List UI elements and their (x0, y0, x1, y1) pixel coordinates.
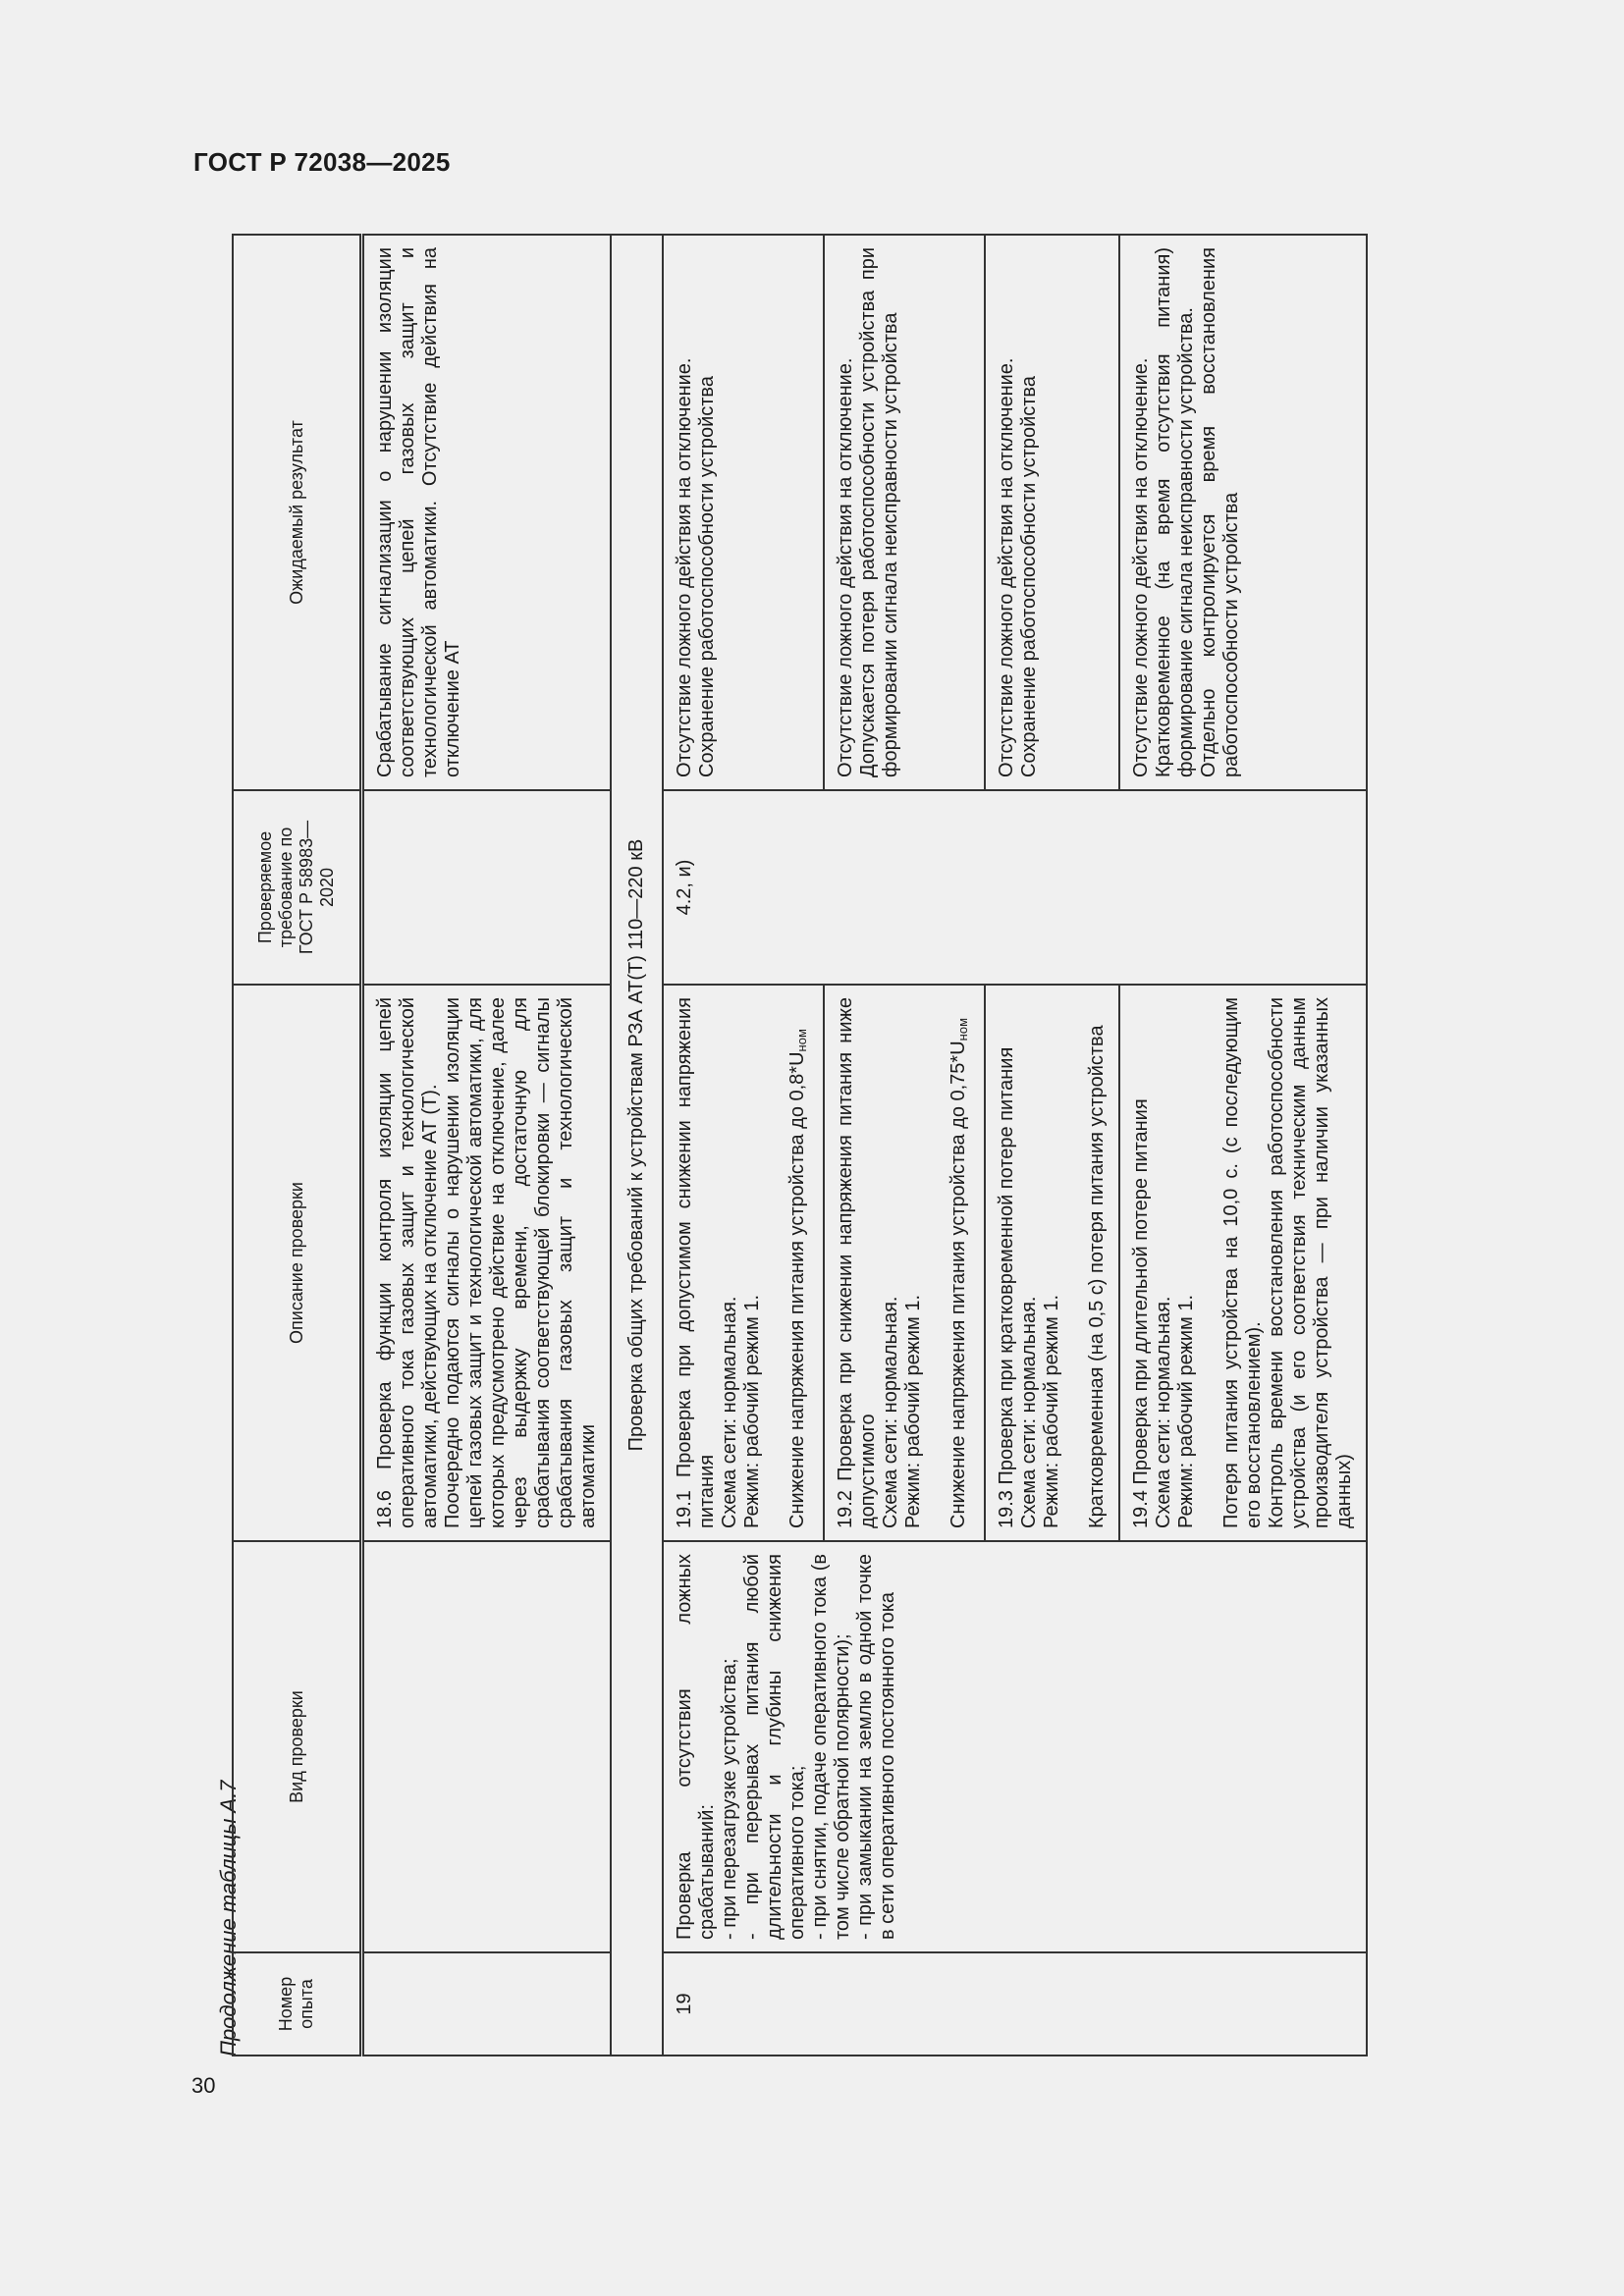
table-row (663, 235, 824, 2056)
section-title: Проверка общих требований к устройствам РЗА АТ(Т) 110—220 кВ (611, 235, 663, 2056)
row-19-check-type: Проверка отсутствия ложных срабатываний: - при перезагрузке устройства; - при перерывах питания любой длительности и глубины снижения оперативного тока; - при снятии, подаче оперативного тока (в том числе обратной полярности); - при замыкании на землю в одной точке в сети оперативного постоянного тока (663, 1541, 1367, 1952)
document-header: ГОСТ Р 72038—2025 (193, 147, 451, 177)
table-continuation-label: Продолжение таблицы А.7 (216, 1780, 241, 2056)
row-19-requirement: 4.2, и) (663, 790, 1367, 985)
row-18-6-result: Срабатывание сигнализации о нарушении изоляции соответствующих цепей газовых защит и технологической автоматики. Отсутствие действия на отключение АТ (362, 235, 612, 790)
test-table (232, 234, 1368, 2056)
subtest-19-1-result: Отсутствие ложного действия на отключение. Сохранение работоспособности устройства (663, 235, 824, 790)
header-description: Описание проверки (233, 985, 359, 1541)
test-number-19: 19 (663, 1952, 1367, 2056)
rotated-table-container (232, 236, 1508, 2056)
row-18-6-description: 18.6 Проверка функции контроля изоляции цепей оперативного тока газовых защит и технологической автоматики, действующих на отключение АТ (Т). Поочередно подаются сигналы о нарушении изоляции цепей газовых защит и технологической автоматики, для которых предусмотрено действие на отключение, далее через выдержку времени, достаточную для срабатывания соответствующей блокировки — сигналы срабатывания газовых защит и технологической автоматики (362, 985, 612, 1541)
subtest-19-4-result: Отсутствие ложного действия на отключение. Кратковременное (на время отсутствия питания) формирование сигнала неисправности устройства. Отдельно контролируется время восстановления работоспособности устройства (1119, 235, 1367, 790)
subtest-19-2-description: 19.2 Проверка при снижении напряжения питания ниже допустимого Схема сети: нормальная. Режим: рабочий режим 1. Снижение напряжения питания устройства до $0,75*U_{ном}$ (824, 985, 985, 1541)
subtest-19-3-description: 19.3 Проверка при кратковременной потере питания Схема сети: нормальная. Режим: рабочий режим 1. Кратковременная (на 0,5 с) потеря питания устройства (985, 985, 1119, 1541)
table-header-row (233, 235, 359, 2056)
section-row (611, 235, 663, 2056)
subtest-19-4-description: 19.4 Проверка при длительной потере питания Схема сети: нормальная. Режим: рабочий режим 1. Потеря питания устройства на 10,0 с. (с последующим его восстановлением). Контроль времени восстановления работоспособности устройства (и его соответствия техническим данным производителя устройства — при наличии указанных данных) (1119, 985, 1367, 1541)
table-row (362, 235, 612, 2056)
header-check-type: Вид проверки (233, 1541, 359, 1952)
subtest-19-2-result: Отсутствие ложного действия на отключение. Допускается потеря работоспособности устройства при формировании сигнала неисправности устройства (824, 235, 985, 790)
subtest-19-3-result: Отсутствие ложного действия на отключение. Сохранение работоспособности устройства (985, 235, 1119, 790)
header-requirement: Проверяемое требование по ГОСТ Р 58983—2020 (233, 790, 359, 985)
header-test-number: Номер опыта (233, 1952, 359, 2056)
header-expected-result: Ожидаемый результат (233, 235, 359, 790)
subtest-19-1-description: 19.1 Проверка при допустимом снижении напряжения питания Схема сети: нормальная. Режим: рабочий режим 1. Снижение напряжения питания устройства до $0,8*U_{ном}$ (663, 985, 824, 1541)
page-number: 30 (191, 2073, 216, 2098)
